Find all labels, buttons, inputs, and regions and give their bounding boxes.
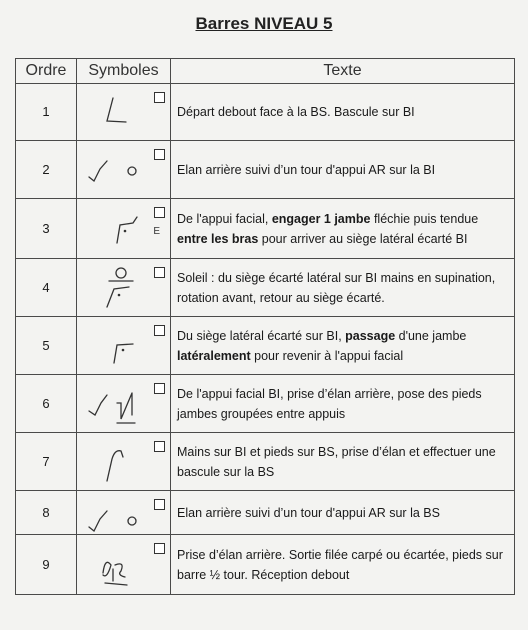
exercise-table (15, 58, 515, 595)
text-phrase: pour revenir à l'appui facial (250, 348, 404, 363)
column-header-ordre: Ordre (16, 59, 77, 84)
table-row (16, 375, 515, 433)
symbol-cell (77, 375, 171, 433)
bold-phrase: engager 1 jambe (271, 211, 371, 226)
order-number: 9 (16, 535, 77, 595)
order-number: 7 (16, 433, 77, 491)
description-text (171, 259, 515, 317)
description-text (171, 199, 515, 259)
order-number: 2 (16, 141, 77, 199)
bascule-icon (77, 84, 157, 147)
text-phrase: Prise d’élan arrière. Sortie filée carpé ou écartée, pieds sur barre ½ tour. Réception debout (177, 547, 503, 582)
checkbox[interactable] (154, 325, 165, 336)
elan-tour-appui-icon (77, 491, 157, 541)
text-phrase: Départ debout face à la BS. Bascule sur BI (177, 105, 415, 119)
siege-lateral-icon (77, 199, 157, 265)
description-text (171, 433, 515, 491)
order-number: 5 (16, 317, 77, 375)
text-phrase: De l'appui facial BI, prise d’élan arrière, pose des pieds jambes groupées entre appuis (177, 386, 482, 421)
column-header-symboles: Symboles (77, 59, 171, 84)
checkbox[interactable] (154, 383, 165, 394)
symbol-cell (77, 317, 171, 375)
table-row (16, 141, 515, 199)
symbol-label: E (153, 226, 160, 237)
text-phrase: fléchie puis tendue (370, 211, 479, 226)
checkbox[interactable] (154, 207, 165, 218)
bold-phrase: latéralement (177, 348, 251, 363)
checkbox[interactable] (154, 499, 165, 510)
table-row (16, 84, 515, 141)
description-text (171, 535, 515, 595)
text-phrase: d'une jambe (395, 328, 467, 343)
text-phrase: Du siège latéral écarté sur BI, (177, 328, 346, 343)
soleil-icon (77, 259, 157, 323)
text-phrase: Elan arrière suivi d’un tour d'appui AR sur la BI (177, 162, 436, 177)
table-row (16, 259, 515, 317)
sortie-filee-icon (77, 535, 157, 601)
description-text (171, 317, 515, 375)
description-text (171, 84, 515, 141)
text-phrase: Soleil : du siège écarté latéral sur BI mains en supination, rotation avant, retour au siège écarté. (177, 270, 496, 305)
symbol-cell (77, 84, 171, 141)
text-phrase: Elan arrière suivi d’un tour d'appui AR sur la BS (177, 505, 440, 520)
order-number: 6 (16, 375, 77, 433)
checkbox[interactable] (154, 149, 165, 160)
table-row (16, 317, 515, 375)
passage-jambe-icon (77, 317, 157, 381)
order-number: 4 (16, 259, 77, 317)
page-title: Barres NIVEAU 5 (195, 14, 333, 33)
bold-phrase: entre les bras (177, 231, 259, 246)
bascule-bs-icon (77, 433, 157, 497)
checkbox[interactable] (154, 92, 165, 103)
table-row (16, 433, 515, 491)
text-phrase: De l'appui facial, (177, 211, 272, 226)
pieds-entre-appuis-icon (77, 375, 157, 439)
symbol-cell (77, 491, 171, 535)
checkbox[interactable] (154, 543, 165, 554)
order-number: 1 (16, 84, 77, 141)
column-header-texte: Texte (171, 59, 515, 84)
table-header-row (16, 59, 515, 84)
description-text (171, 141, 515, 199)
text-phrase: Mains sur BI et pieds sur BS, prise d’élan et effectuer une bascule sur la BS (177, 444, 496, 479)
symbol-cell (77, 259, 171, 317)
checkbox[interactable] (154, 441, 165, 452)
description-text (171, 491, 515, 535)
order-number: 3 (16, 199, 77, 259)
table-row (16, 491, 515, 535)
symbol-cell (77, 199, 171, 259)
symbol-cell (77, 433, 171, 491)
table-row (16, 199, 515, 259)
symbol-cell (77, 141, 171, 199)
description-text (171, 375, 515, 433)
elan-tour-appui-icon (77, 141, 157, 205)
symbol-cell (77, 535, 171, 595)
bold-phrase: passage (345, 328, 396, 343)
order-number: 8 (16, 491, 77, 535)
text-phrase: pour arriver au siège latéral écarté BI (258, 231, 468, 246)
checkbox[interactable] (154, 267, 165, 278)
table-row (16, 535, 515, 595)
